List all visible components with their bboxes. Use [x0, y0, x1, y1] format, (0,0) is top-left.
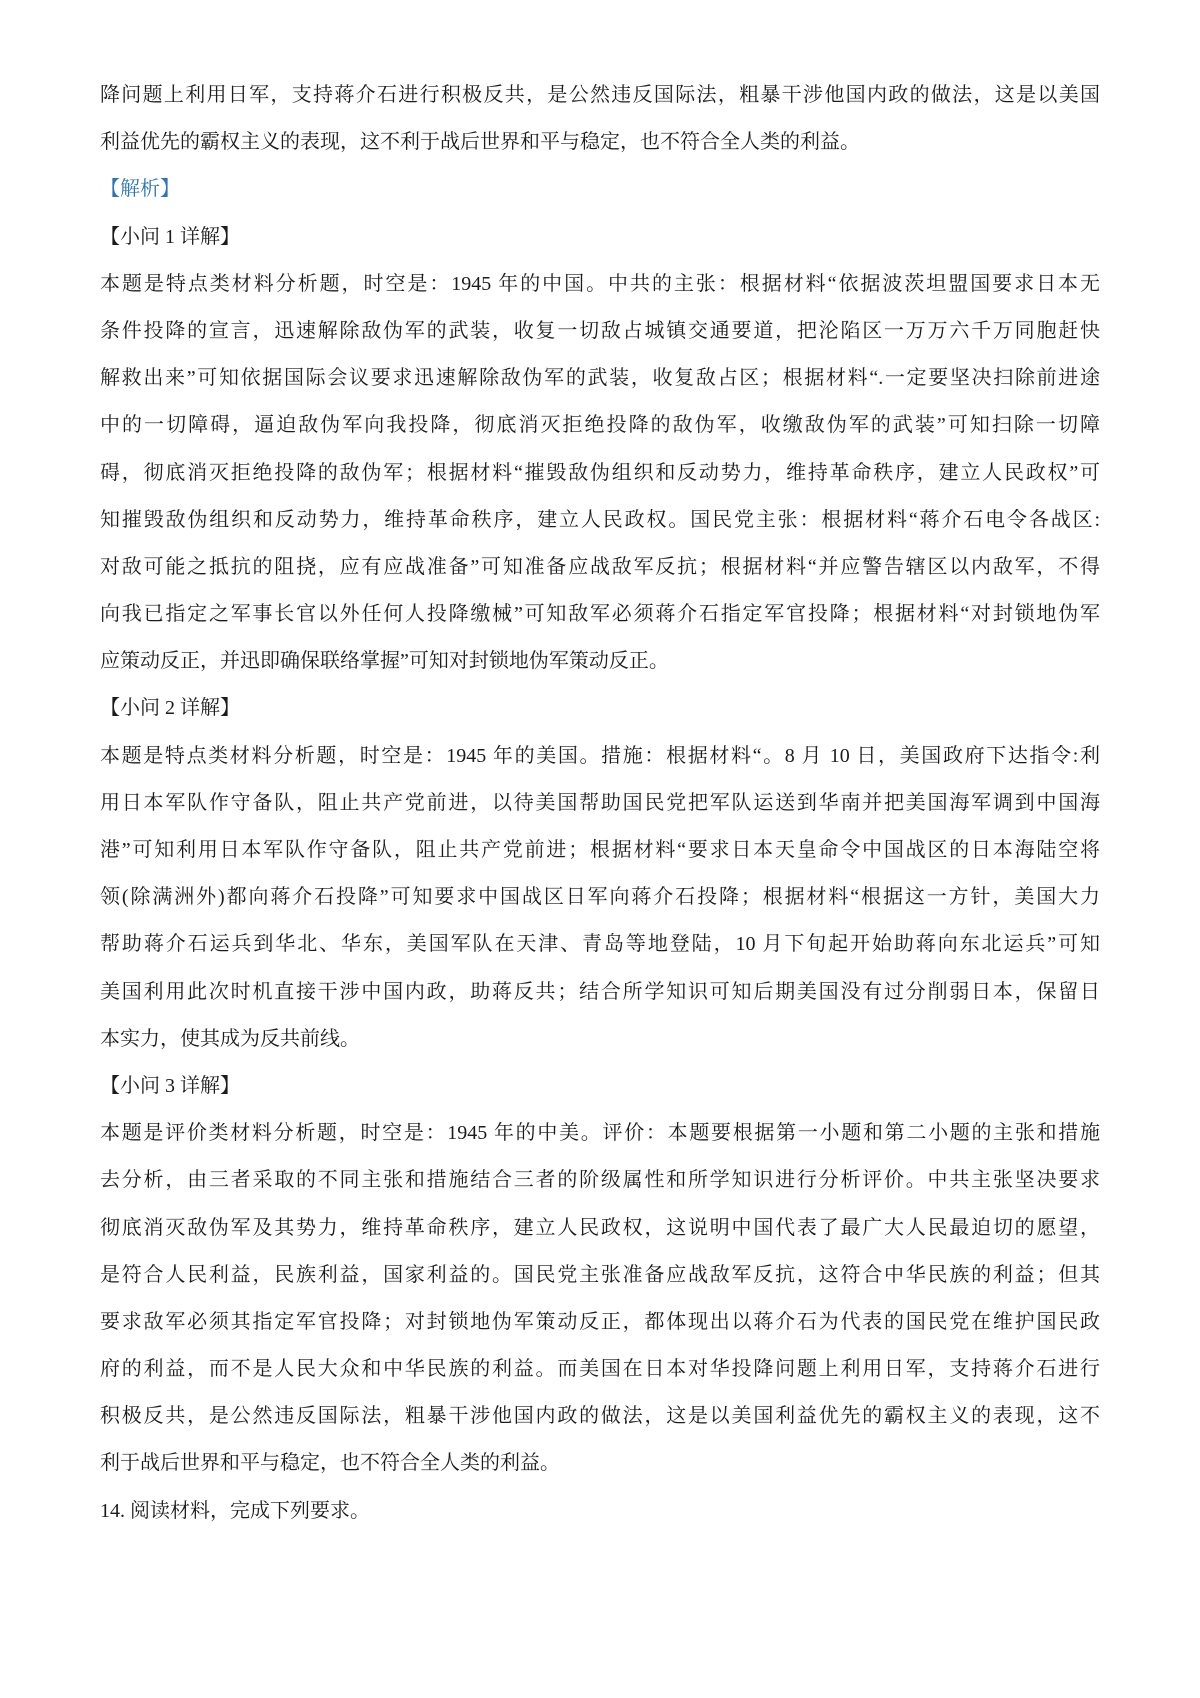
- text-line: 本题是特点类材料分析题，时空是：1945 年的美国。措施：根据材料“。8 月 10 日，美国政府下达指令:利: [100, 744, 1100, 767]
- text-line: 彻底消灭敌伪军及其势力，维持革命秩序，建立人民政权，这说明中国代表了最广大人民最迫切的愿望，: [100, 1216, 1100, 1239]
- text-line: 本实力，使其成为反共前线。: [100, 1027, 360, 1050]
- text-line: 本题是特点类材料分析题，时空是：1945 年的中国。中共的主张：根据材料“依据波茨坦盟国要求日本无: [100, 272, 1100, 295]
- text-line: 美国利用此次时机直接干涉中国内政，助蒋反共；结合所学知识可知后期美国没有过分削弱日本，保留日: [100, 980, 1100, 1003]
- text-line: 府的利益，而不是人民大众和中华民族的利益。而美国在日本对华投降问题上利用日军，支持蒋介石进行: [100, 1358, 1100, 1381]
- text-line: 向我已指定之军事长官以外任何人投降缴械”可知敌军必须蒋介石指定军官投降；根据材料“对封锁地伪军: [100, 603, 1100, 626]
- text-line: 解救出来”可知依据国际会议要求迅速解除敌伪军的武装，收复敌占区；根据材料“.一定要坚决扫除前进途: [100, 367, 1100, 390]
- text-line: 港”可知利用日本军队作守备队，阻止共产党前进；根据材料“要求日本天皇命令中国战区的日本海陆空将: [100, 839, 1100, 861]
- subquestion-heading: 【小问 2 详解】: [100, 697, 240, 720]
- text-line: 利于战后世界和平与稳定，也不符合全人类的利益。: [100, 1452, 560, 1475]
- analysis-heading: 【解析】: [100, 178, 180, 201]
- text-line: 要求敌军必须其指定军官投降；对封锁地伪军策动反正，都体现出以蒋介石为代表的国民党在维护国民政: [100, 1310, 1100, 1333]
- document-body: [100, 72, 1100, 1535]
- text-line: 对敌可能之抵抗的阻挠，应有应战准备”可知准备应战敌军反抗；根据材料“并应警告辖区以内敌军，不得: [100, 555, 1100, 578]
- subquestion-heading: 【小问 1 详解】: [100, 225, 240, 248]
- text-line: 14. 阅读材料，完成下列要求。: [100, 1499, 370, 1522]
- text-line: 中的一切障碍，逼迫敌伪军向我投降，彻底消灭拒绝投降的敌伪军，收缴敌伪军的武装”可知扫除一切障: [100, 414, 1100, 437]
- text-line: 应策动反正，并迅即确保联络掌握”可知对封锁地伪军策动反正。: [100, 650, 669, 673]
- text-line: 条件投降的宣言，迅速解除敌伪军的武装，收复一切敌占城镇交通要道，把沦陷区一万万六千万同胞赶快: [100, 319, 1100, 342]
- text-line: 是符合人民利益，民族利益，国家利益的。国民党主张准备应战敌军反抗，这符合中华民族的利益；但其: [100, 1263, 1100, 1286]
- text-line: 积极反共，是公然违反国际法，粗暴干涉他国内政的做法，这是以美国利益优先的霸权主义的表现，这不: [100, 1405, 1100, 1428]
- text-line: 碍，彻底消灭拒绝投降的敌伪军；根据材料“摧毁敌伪组织和反动势力，维持革命秩序，建立人民政权”可: [100, 461, 1100, 484]
- text-line: 本题是评价类材料分析题，时空是：1945 年的中美。评价：本题要根据第一小题和第二小题的主张和措施: [100, 1122, 1100, 1145]
- text-line: 知摧毁敌伪组织和反动势力，维持革命秩序，建立人民政权。国民党主张：根据材料“蒋介石电令各战区:: [100, 508, 1100, 531]
- text-line: 利益优先的霸权主义的表现，这不利于战后世界和平与稳定，也不符合全人类的利益。: [100, 131, 860, 154]
- subquestion-heading: 【小问 3 详解】: [100, 1074, 240, 1097]
- text-line: 领(除满洲外)都向蒋介石投降”可知要求中国战区日军向蒋介石投降；根据材料“根据这一方针，美国大力: [100, 886, 1100, 909]
- text-line: 帮助蒋介石运兵到华北、华东，美国军队在天津、青岛等地登陆，10 月下旬起开始助蒋向东北运兵”可知: [100, 933, 1100, 956]
- text-line: 去分析，由三者采取的不同主张和措施结合三者的阶级属性和所学知识进行分析评价。中共主张坚决要求: [100, 1169, 1100, 1192]
- text-line: 用日本军队作守备队，阻止共产党前进，以待美国帮助国民党把军队运送到华南并把美国海军调到中国海: [100, 791, 1100, 814]
- text-line: 降问题上利用日军，支持蒋介石进行积极反共，是公然违反国际法，粗暴干涉他国内政的做法，这是以美国: [100, 84, 1100, 106]
